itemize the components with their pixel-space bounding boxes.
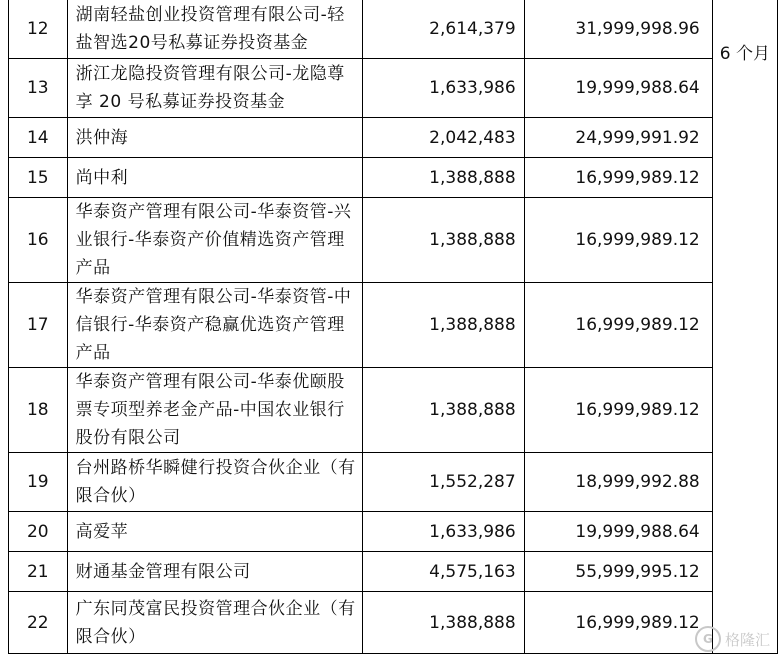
allotted-shares: 1,633,986 xyxy=(363,59,524,118)
subscriber-name: 洪仲海 xyxy=(67,118,363,158)
table-row xyxy=(9,552,778,592)
allotted-shares: 1,552,287 xyxy=(363,453,524,512)
table-row xyxy=(9,453,778,512)
row-index: 18 xyxy=(9,368,68,453)
gelonghui-logo-icon: G xyxy=(695,626,721,652)
table-row xyxy=(9,283,778,368)
allotted-amount: 16,999,989.12 xyxy=(524,198,712,283)
allotted-shares: 2,614,379 xyxy=(363,0,524,59)
subscriber-name: 广东同茂富民投资管理合伙企业（有限合伙） xyxy=(67,592,363,654)
allotted-shares: 1,388,888 xyxy=(363,592,524,654)
row-index: 22 xyxy=(9,592,68,654)
allotted-shares: 2,042,483 xyxy=(363,118,524,158)
row-index: 13 xyxy=(9,59,68,118)
allotted-amount: 24,999,991.92 xyxy=(524,118,712,158)
subscriber-name: 台州路桥华瞬健行投资合伙企业（有限合伙） xyxy=(67,453,363,512)
allotted-amount: 16,999,989.12 xyxy=(524,592,712,654)
subscriber-name: 华泰资产管理有限公司-华泰资管-兴业银行-华泰资产价值精选资产管理产品 xyxy=(67,198,363,283)
allotted-amount: 16,999,989.12 xyxy=(524,368,712,453)
table-row xyxy=(9,198,778,283)
allotted-amount: 19,999,988.64 xyxy=(524,59,712,118)
allotted-amount: 18,999,992.88 xyxy=(524,453,712,512)
allotted-amount: 55,999,995.12 xyxy=(524,552,712,592)
subscriber-name: 尚中利 xyxy=(67,158,363,198)
table-row xyxy=(9,118,778,158)
subscriber-name: 高爱苹 xyxy=(67,512,363,552)
row-index: 16 xyxy=(9,198,68,283)
allotted-amount: 19,999,988.64 xyxy=(524,512,712,552)
subscriber-name: 财通基金管理有限公司 xyxy=(67,552,363,592)
allotted-shares: 4,575,163 xyxy=(363,552,524,592)
row-index: 12 xyxy=(9,0,68,59)
subscriber-name: 浙江龙隐投资管理有限公司-龙隐尊享 20 号私募证券投资基金 xyxy=(67,59,363,118)
watermark-text: 格隆汇 xyxy=(724,630,770,649)
table-row xyxy=(9,0,778,59)
row-index: 14 xyxy=(9,118,68,158)
table-row xyxy=(9,592,778,654)
subscriber-name: 华泰资产管理有限公司-华泰资管-中信银行-华泰资产稳赢优选资产管理产品 xyxy=(67,283,363,368)
subscriber-name: 华泰资产管理有限公司-华泰优颐股票专项型养老金产品-中国农业银行股份有限公司 xyxy=(67,368,363,453)
subscriber-table xyxy=(8,0,778,654)
allotted-amount: 16,999,989.12 xyxy=(524,158,712,198)
allotted-shares: 1,388,888 xyxy=(363,368,524,453)
row-index: 17 xyxy=(9,283,68,368)
allotted-shares: 1,388,888 xyxy=(363,198,524,283)
watermark xyxy=(695,626,770,652)
allotted-amount: 31,999,998.96 xyxy=(524,0,712,59)
table-row xyxy=(9,368,778,453)
allotted-amount: 16,999,989.12 xyxy=(524,283,712,368)
row-index: 21 xyxy=(9,552,68,592)
table-row xyxy=(9,59,778,118)
allotted-shares: 1,388,888 xyxy=(363,283,524,368)
row-index: 15 xyxy=(9,158,68,198)
allotted-shares: 1,633,986 xyxy=(363,512,524,552)
table-row xyxy=(9,512,778,552)
table-row xyxy=(9,158,778,198)
row-index: 20 xyxy=(9,512,68,552)
row-index: 19 xyxy=(9,453,68,512)
lock-up-period: 6 个月 xyxy=(712,0,777,654)
subscriber-name: 湖南轻盐创业投资管理有限公司-轻盐智选20号私募证券投资基金 xyxy=(67,0,363,59)
allotted-shares: 1,388,888 xyxy=(363,158,524,198)
